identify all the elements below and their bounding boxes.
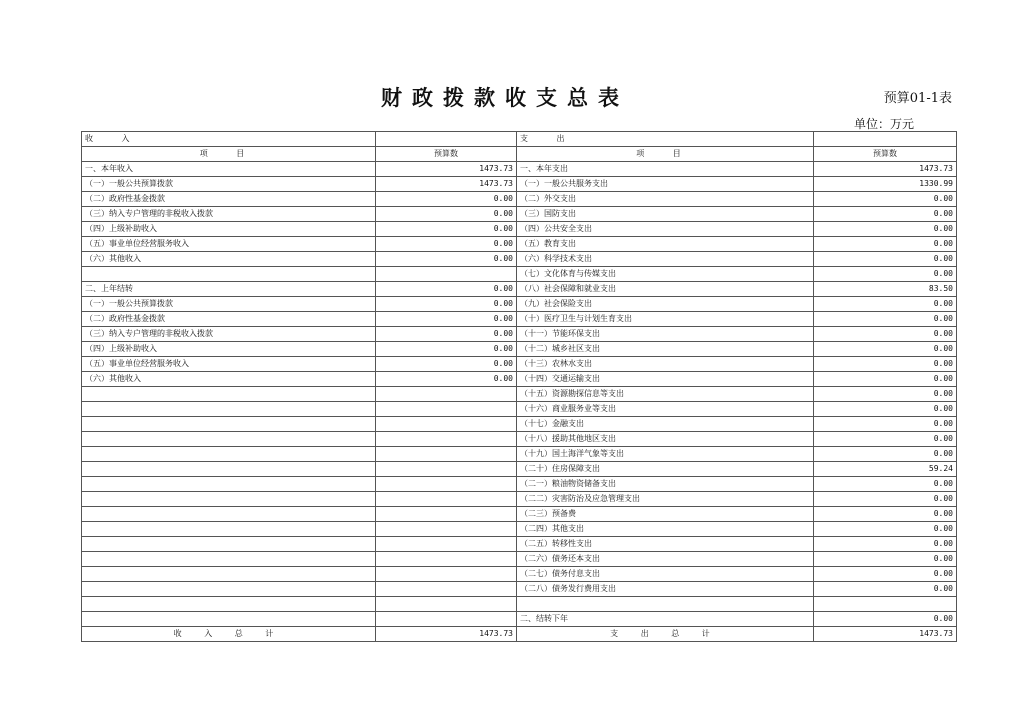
- expense-value-cell: 59.24: [814, 462, 957, 477]
- table-row: [82, 222, 957, 237]
- expense-total-value: 1473.73: [814, 627, 957, 642]
- expense-item-cell: [517, 597, 814, 612]
- expense-value-cell: 0.00: [814, 507, 957, 522]
- income-value-cell: 0.00: [376, 237, 517, 252]
- expense-value-cell: 83.50: [814, 282, 957, 297]
- income-value-cell: 1473.73: [376, 177, 517, 192]
- table-row: [82, 567, 957, 582]
- table-row: [82, 387, 957, 402]
- income-item-cell: （四）上级补助收入: [82, 342, 376, 357]
- expense-value-cell: 1330.99: [814, 177, 957, 192]
- expense-item-cell: （二六）债务还本支出: [517, 552, 814, 567]
- income-value-cell: 0.00: [376, 207, 517, 222]
- income-group-header: 收 入: [82, 132, 376, 147]
- income-item-cell: （六）其他收入: [82, 372, 376, 387]
- income-value-cell: [376, 462, 517, 477]
- income-value-cell: 0.00: [376, 222, 517, 237]
- expense-item-cell: （二五）转移性支出: [517, 537, 814, 552]
- expense-value-cell: 0.00: [814, 342, 957, 357]
- table-row: [82, 372, 957, 387]
- table-row: [82, 477, 957, 492]
- expense-item-cell: （二四）其他支出: [517, 522, 814, 537]
- table-row: [82, 462, 957, 477]
- income-value-cell: [376, 597, 517, 612]
- income-value-cell: [376, 267, 517, 282]
- table-row: [82, 492, 957, 507]
- expense-item-cell: （十四）交通运输支出: [517, 372, 814, 387]
- income-item-cell: [82, 432, 376, 447]
- expense-value-cell: 0.00: [814, 387, 957, 402]
- expense-value-cell: 0.00: [814, 207, 957, 222]
- expense-value-cell: 0.00: [814, 252, 957, 267]
- expense-item-cell: （十六）商业服务业等支出: [517, 402, 814, 417]
- income-value-cell: [376, 582, 517, 597]
- table-row: [82, 522, 957, 537]
- expense-item-cell: （二一）粮油物资储备支出: [517, 477, 814, 492]
- expense-item-cell: （九）社会保险支出: [517, 297, 814, 312]
- income-item-cell: [82, 492, 376, 507]
- expense-value-cell: 0.00: [814, 267, 957, 282]
- table-row: [82, 252, 957, 267]
- income-value-cell: 0.00: [376, 342, 517, 357]
- income-value-cell: 0.00: [376, 357, 517, 372]
- income-value-cell: [376, 537, 517, 552]
- expense-item-cell: （十一）节能环保支出: [517, 327, 814, 342]
- expense-item-cell: （六）科学技术支出: [517, 252, 814, 267]
- budget-table: [81, 131, 957, 642]
- expense-item-cell: （二十）住房保障支出: [517, 462, 814, 477]
- table-row: [82, 177, 957, 192]
- expense-item-cell: （二七）债务付息支出: [517, 567, 814, 582]
- table-row: [82, 207, 957, 222]
- table-row: [82, 507, 957, 522]
- expense-value-cell: 0.00: [814, 447, 957, 462]
- expense-value-cell: 0.00: [814, 222, 957, 237]
- expense-value-cell: 0.00: [814, 432, 957, 447]
- expense-item-cell: 二、结转下年: [517, 612, 814, 627]
- totals-row: [82, 627, 957, 642]
- expense-item-cell: （十五）资源勘探信息等支出: [517, 387, 814, 402]
- expense-budget-header: 预算数: [814, 147, 957, 162]
- income-item-cell: [82, 477, 376, 492]
- expense-item-cell: （二二）灾害防治及应急管理支出: [517, 492, 814, 507]
- expense-group-header-blank: [814, 132, 957, 147]
- income-item-cell: [82, 597, 376, 612]
- expense-value-cell: 0.00: [814, 612, 957, 627]
- expense-item-cell: （十二）城乡社区支出: [517, 342, 814, 357]
- income-item-cell: （五）事业单位经营服务收入: [82, 237, 376, 252]
- income-item-cell: [82, 387, 376, 402]
- income-value-cell: [376, 387, 517, 402]
- expense-value-cell: 0.00: [814, 477, 957, 492]
- expense-item-cell: （十三）农林水支出: [517, 357, 814, 372]
- income-item-cell: [82, 567, 376, 582]
- income-value-cell: [376, 417, 517, 432]
- expense-item-cell: （二三）预备费: [517, 507, 814, 522]
- income-value-cell: [376, 477, 517, 492]
- income-value-cell: [376, 522, 517, 537]
- page-title: 财政拨款收支总表: [381, 86, 629, 110]
- table-row: [82, 537, 957, 552]
- header-row-columns: [82, 147, 957, 162]
- income-item-cell: （三）纳入专户管理的非税收入拨款: [82, 207, 376, 222]
- income-total-value: 1473.73: [376, 627, 517, 642]
- table-row: [82, 432, 957, 447]
- income-value-cell: [376, 552, 517, 567]
- income-value-cell: 1473.73: [376, 162, 517, 177]
- expense-item-header: 项 目: [517, 147, 814, 162]
- income-item-cell: （一）一般公共预算拨款: [82, 177, 376, 192]
- expense-item-cell: （二）外交支出: [517, 192, 814, 207]
- income-item-cell: 二、上年结转: [82, 282, 376, 297]
- table-row: [82, 312, 957, 327]
- income-item-cell: （三）纳入专户管理的非税收入拨款: [82, 327, 376, 342]
- table-row: [82, 297, 957, 312]
- table-row: [82, 612, 957, 627]
- table-body: [82, 132, 957, 642]
- income-value-cell: 0.00: [376, 192, 517, 207]
- expense-value-cell: 0.00: [814, 357, 957, 372]
- expense-value-cell: 0.00: [814, 402, 957, 417]
- income-item-cell: （一）一般公共预算拨款: [82, 297, 376, 312]
- expense-item-cell: （十八）援助其他地区支出: [517, 432, 814, 447]
- expense-value-cell: 0.00: [814, 312, 957, 327]
- expense-value-cell: [814, 597, 957, 612]
- income-value-cell: [376, 402, 517, 417]
- income-item-cell: [82, 582, 376, 597]
- expense-item-cell: （十九）国土海洋气象等支出: [517, 447, 814, 462]
- table-row: [82, 327, 957, 342]
- expense-value-cell: 0.00: [814, 552, 957, 567]
- expense-item-cell: （二八）债务发行费用支出: [517, 582, 814, 597]
- income-item-cell: 一、本年收入: [82, 162, 376, 177]
- expense-item-cell: （七）文化体育与传媒支出: [517, 267, 814, 282]
- expense-value-cell: 0.00: [814, 537, 957, 552]
- expense-value-cell: 0.00: [814, 567, 957, 582]
- income-group-header-blank: [376, 132, 517, 147]
- income-item-cell: [82, 612, 376, 627]
- expense-value-cell: 0.00: [814, 582, 957, 597]
- income-item-cell: （二）政府性基金拨款: [82, 312, 376, 327]
- table-row: [82, 342, 957, 357]
- income-item-cell: [82, 462, 376, 477]
- income-item-cell: （六）其他收入: [82, 252, 376, 267]
- expense-item-cell: （一）一般公共服务支出: [517, 177, 814, 192]
- table-row: [82, 192, 957, 207]
- income-budget-header: 预算数: [376, 147, 517, 162]
- expense-value-cell: 0.00: [814, 417, 957, 432]
- table-row: [82, 267, 957, 282]
- expense-value-cell: 0.00: [814, 372, 957, 387]
- income-value-cell: [376, 432, 517, 447]
- unit-label: 单位：万元: [853, 117, 914, 131]
- table-row: [82, 582, 957, 597]
- expense-group-header: 支 出: [517, 132, 814, 147]
- expense-item-cell: （五）教育支出: [517, 237, 814, 252]
- table-code: 预算01-1表: [883, 91, 952, 106]
- expense-value-cell: 0.00: [814, 192, 957, 207]
- income-item-cell: （五）事业单位经营服务收入: [82, 357, 376, 372]
- income-item-cell: [82, 522, 376, 537]
- income-item-cell: （二）政府性基金拨款: [82, 192, 376, 207]
- expense-item-cell: （三）国防支出: [517, 207, 814, 222]
- expense-item-cell: （四）公共安全支出: [517, 222, 814, 237]
- table-row: [82, 402, 957, 417]
- table-row: [82, 357, 957, 372]
- expense-value-cell: 1473.73: [814, 162, 957, 177]
- table-row: [82, 447, 957, 462]
- table-row: [82, 552, 957, 567]
- income-total-label: 收 入 总 计: [82, 627, 376, 642]
- header-row-group: [82, 132, 957, 147]
- table-row: [82, 417, 957, 432]
- income-item-cell: [82, 402, 376, 417]
- income-value-cell: [376, 507, 517, 522]
- income-value-cell: 0.00: [376, 252, 517, 267]
- expense-value-cell: 0.00: [814, 237, 957, 252]
- income-value-cell: [376, 492, 517, 507]
- income-item-cell: （四）上级补助收入: [82, 222, 376, 237]
- income-item-cell: [82, 447, 376, 462]
- income-value-cell: 0.00: [376, 297, 517, 312]
- income-item-cell: [82, 417, 376, 432]
- income-value-cell: [376, 567, 517, 582]
- expense-item-cell: 一、本年支出: [517, 162, 814, 177]
- income-value-cell: [376, 612, 517, 627]
- expense-item-cell: （十七）金融支出: [517, 417, 814, 432]
- table-row: [82, 162, 957, 177]
- income-item-cell: [82, 537, 376, 552]
- income-value-cell: 0.00: [376, 372, 517, 387]
- table-row: [82, 237, 957, 252]
- expense-value-cell: 0.00: [814, 327, 957, 342]
- expense-total-label: 支 出 总 计: [517, 627, 814, 642]
- income-item-cell: [82, 552, 376, 567]
- income-value-cell: [376, 447, 517, 462]
- table-row: [82, 597, 957, 612]
- expense-value-cell: 0.00: [814, 522, 957, 537]
- income-item-header: 项 目: [82, 147, 376, 162]
- table-row: [82, 282, 957, 297]
- expense-value-cell: 0.00: [814, 297, 957, 312]
- income-item-cell: [82, 267, 376, 282]
- expense-item-cell: （八）社会保障和就业支出: [517, 282, 814, 297]
- income-value-cell: 0.00: [376, 312, 517, 327]
- expense-value-cell: 0.00: [814, 492, 957, 507]
- expense-item-cell: （十）医疗卫生与计划生育支出: [517, 312, 814, 327]
- income-item-cell: [82, 507, 376, 522]
- income-value-cell: 0.00: [376, 327, 517, 342]
- income-value-cell: 0.00: [376, 282, 517, 297]
